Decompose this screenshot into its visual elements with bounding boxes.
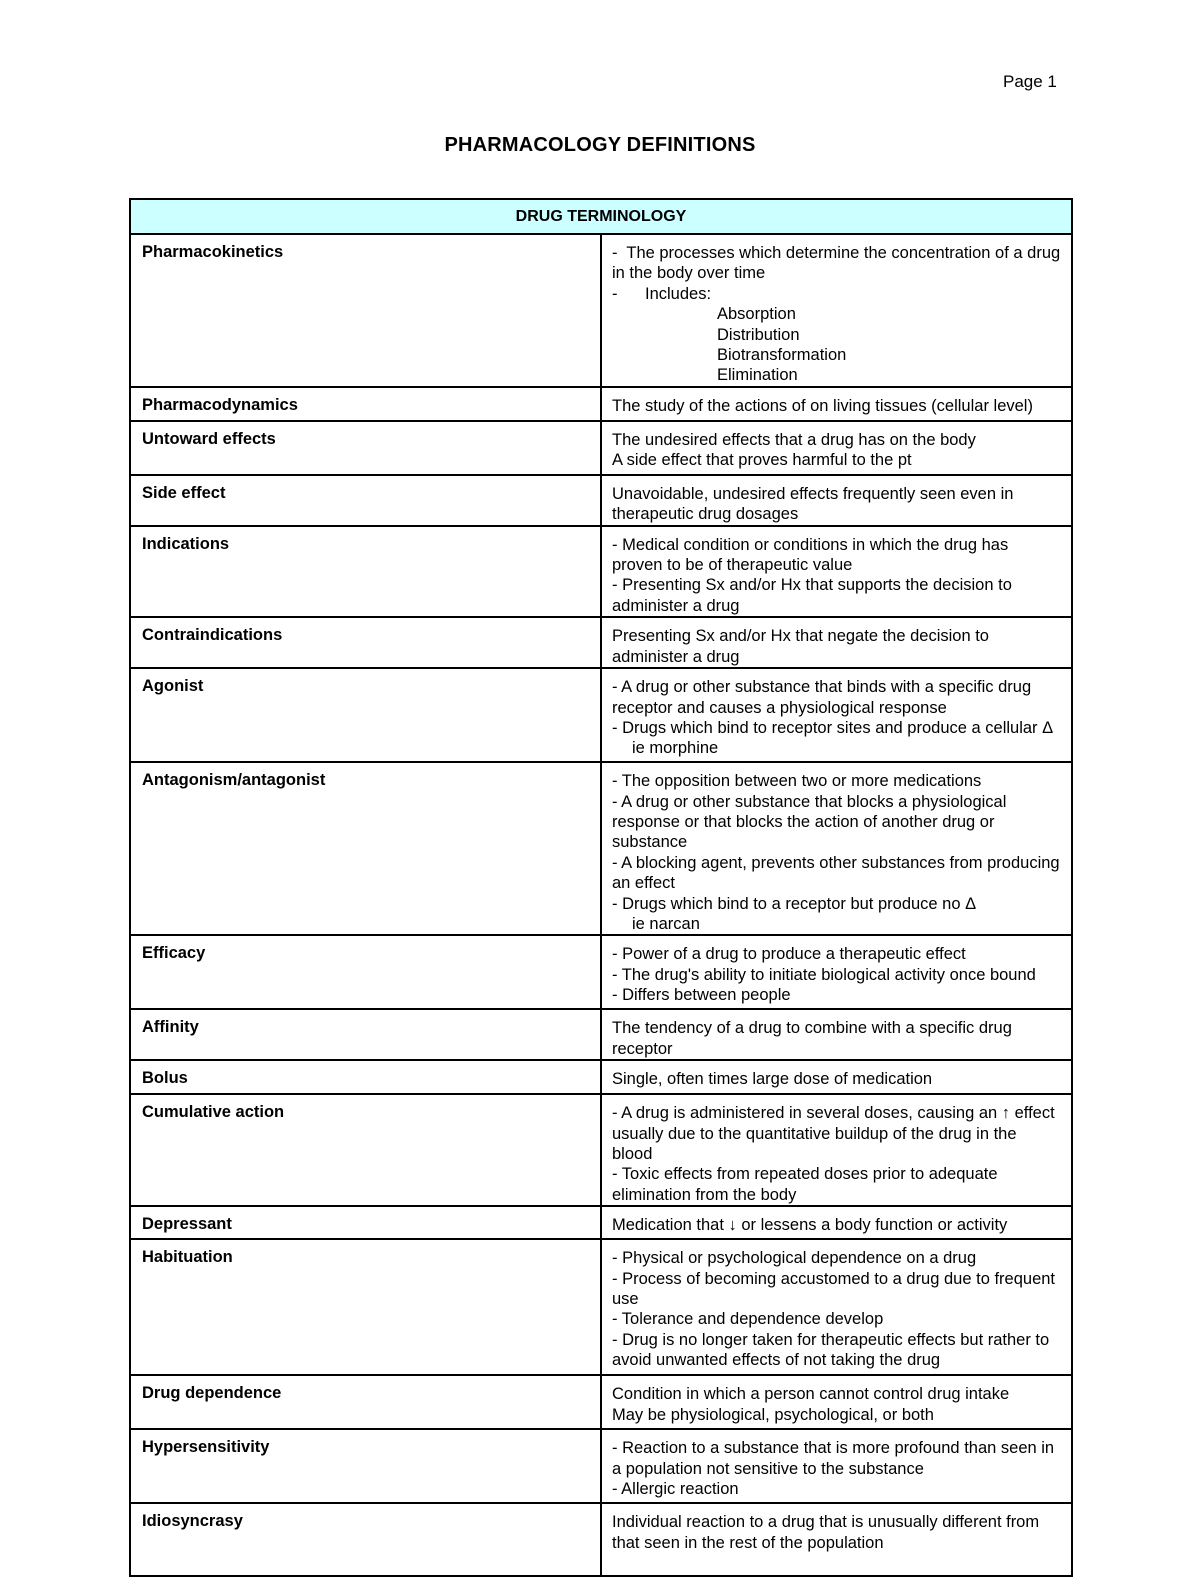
term-cell: Pharmacokinetics (130, 234, 601, 387)
definition-line: - Medical condition or conditions in which the drug has proven to be of therapeutic value (612, 535, 1013, 575)
definitions-table (129, 198, 1073, 1577)
definition-line: The tendency of a drug to combine with a specific drug receptor (612, 1019, 1017, 1058)
definition-cell (601, 387, 1072, 421)
definition-cell (601, 1375, 1072, 1429)
table-header: DRUG TERMINOLOGY (130, 199, 1072, 234)
definition-line: - Drug is no longer taken for therapeutic effects but rather to avoid unwanted effects of not taking the drug (612, 1330, 1054, 1370)
table-row (130, 1239, 1072, 1375)
definition-line: - Toxic effects from repeated doses prior to adequate elimination from the body (612, 1165, 1003, 1204)
definition-cell (601, 1094, 1072, 1206)
definition-line: Individual reaction to a drug that is unusually different from that seen in the rest of the population (612, 1513, 1044, 1552)
definition-cell (601, 1009, 1072, 1060)
definition-line: - The drug's ability to initiate biological activity once bound (612, 965, 1036, 984)
definition-line: - Drugs which bind to a receptor but produce no Δ (612, 894, 977, 913)
table-row (130, 762, 1072, 935)
definition-example: ie morphine (632, 739, 719, 758)
definition-line: A side effect that proves harmful to the pt (612, 451, 912, 470)
definition-cell (601, 526, 1072, 618)
definition-line: - The processes which determine the concentration of a drug in the body over time (612, 244, 1065, 283)
table-row (130, 421, 1072, 475)
definition-line: - Process of becoming accustomed to a drug due to frequent use (612, 1269, 1060, 1308)
definition-line: - A drug or other substance that binds with a specific drug receptor and causes a physiological response (612, 678, 1036, 717)
table-row (130, 234, 1072, 387)
definition-line: The study of the actions of on living tissues (cellular level) (612, 396, 1033, 415)
table-row (130, 668, 1072, 762)
definition-line: Condition in which a person cannot control drug intake (612, 1385, 1010, 1404)
definition-subitem: Elimination (717, 366, 798, 385)
term-cell: Drug dependence (130, 1375, 601, 1429)
term-cell: Habituation (130, 1239, 601, 1375)
table-row (130, 935, 1072, 1009)
page-title: PHARMACOLOGY DEFINITIONS (444, 134, 756, 156)
definition-line: - The opposition between two or more medications (612, 772, 982, 791)
table-header-row (130, 199, 1072, 234)
table-row (130, 526, 1072, 618)
definition-line: - Reaction to a substance that is more profound than seen in a population not sensitive to the substance (612, 1439, 1059, 1478)
table-row (130, 387, 1072, 421)
definition-cell (601, 1060, 1072, 1094)
definition-cell (601, 935, 1072, 1009)
definition-line: May be physiological, psychological, or both (612, 1405, 934, 1424)
table-row (130, 1009, 1072, 1060)
term-cell: Side effect (130, 475, 601, 526)
term-cell: Indications (130, 526, 601, 618)
definition-line: - A drug or other substance that blocks a physiological response or that blocks the action of another drug or substance (612, 792, 1011, 852)
table-row (130, 1503, 1072, 1576)
term-cell: Antagonism/antagonist (130, 762, 601, 935)
definition-cell (601, 421, 1072, 475)
definition-line: - Includes: (612, 284, 712, 303)
page-number: Page 1 (1003, 72, 1057, 91)
definition-line: - A drug is administered in several doses, causing an ↑ effect usually due to the quantitative buildup of the drug in the blood (612, 1104, 1060, 1163)
definition-line: The undesired effects that a drug has on the body (612, 430, 976, 449)
term-cell: Agonist (130, 668, 601, 762)
table-row (130, 475, 1072, 526)
definition-line: - Drugs which bind to receptor sites and produce a cellular Δ (612, 718, 1054, 737)
table-row (130, 1375, 1072, 1429)
term-cell: Depressant (130, 1206, 601, 1239)
definition-subitem: Biotransformation (717, 346, 847, 365)
term-cell: Efficacy (130, 935, 601, 1009)
definition-cell (601, 668, 1072, 762)
definition-line: Medication that ↓ or lessens a body function or activity (612, 1216, 1008, 1235)
definition-line: - Tolerance and dependence develop (612, 1310, 884, 1329)
term-cell: Cumulative action (130, 1094, 601, 1206)
definition-line: - A blocking agent, prevents other substances from producing an effect (612, 853, 1065, 893)
term-cell: Bolus (130, 1060, 601, 1094)
definition-line: - Differs between people (612, 986, 791, 1005)
table-row (130, 1206, 1072, 1239)
definition-line: Unavoidable, undesired effects frequently seen even in therapeutic drug dosages (612, 484, 1019, 524)
definition-cell (601, 234, 1072, 387)
table-row (130, 1060, 1072, 1094)
table-row (130, 1429, 1072, 1503)
definition-cell (601, 475, 1072, 526)
definition-line: - Power of a drug to produce a therapeutic effect (612, 945, 966, 964)
definition-subitem: Distribution (717, 325, 800, 344)
term-cell: Hypersensitivity (130, 1429, 601, 1503)
definition-cell (601, 762, 1072, 935)
table-row (130, 1094, 1072, 1206)
term-cell: Idiosyncrasy (130, 1503, 601, 1576)
definition-cell (601, 1429, 1072, 1503)
definition-subitem: Absorption (717, 305, 796, 324)
term-cell: Affinity (130, 1009, 601, 1060)
table-row (130, 617, 1072, 668)
definition-line: - Physical or psychological dependence on a drug (612, 1249, 977, 1268)
definition-line: Presenting Sx and/or Hx that negate the decision to administer a drug (612, 627, 994, 666)
definition-cell (601, 1239, 1072, 1375)
definition-line: Single, often times large dose of medication (612, 1070, 933, 1089)
term-cell: Pharmacodynamics (130, 387, 601, 421)
definition-cell (601, 1206, 1072, 1239)
term-cell: Contraindications (130, 617, 601, 668)
definition-line: - Presenting Sx and/or Hx that supports the decision to administer a drug (612, 576, 1017, 615)
definition-cell (601, 1503, 1072, 1576)
term-cell: Untoward effects (130, 421, 601, 475)
definition-cell (601, 617, 1072, 668)
definition-line: - Allergic reaction (612, 1480, 739, 1498)
definition-example: ie narcan (632, 914, 700, 933)
